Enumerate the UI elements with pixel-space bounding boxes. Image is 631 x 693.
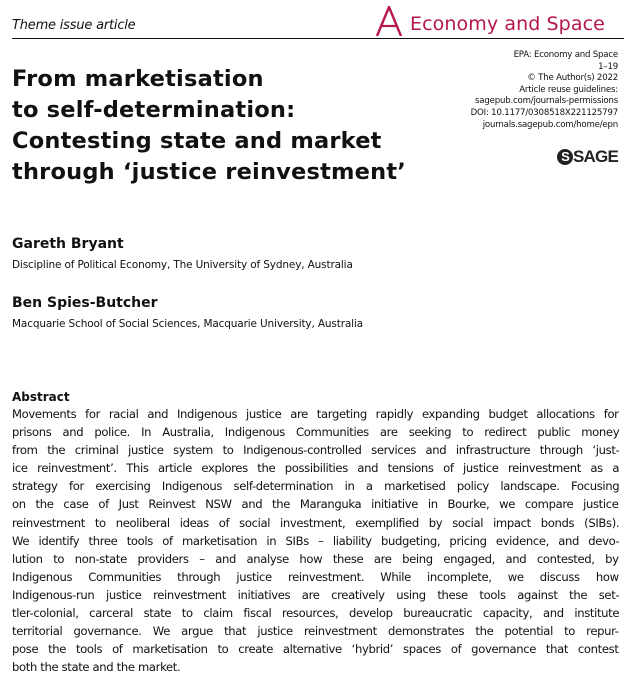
abstract-line: pose the tools of marketisation to create alternative ‘hybrid’ spaces of governance that contest — [12, 642, 619, 657]
title-line: to self-determination: — [12, 97, 296, 123]
article-meta — [471, 50, 618, 131]
author-name: Gareth Bryant — [12, 236, 124, 252]
author-affiliation: Macquarie School of Social Sciences, Macquarie University, Australia — [12, 318, 363, 330]
abstract-heading: Abstract — [12, 390, 70, 404]
abstract-line: territorial governance. We argue that justice reinvestment demonstrates the potential to repur- — [12, 624, 619, 639]
abstract-line: prisons and police. In Australia, Indigenous Communities are seeking to redirect public money — [12, 425, 620, 440]
meta-journal: EPA: Economy and Space — [513, 50, 618, 60]
publisher-logo — [557, 147, 618, 167]
abstract-line: both the state and the market. — [12, 660, 181, 675]
meta-journal-url[interactable]: journals.sagepub.com/home/epn — [482, 119, 618, 130]
journal-logo — [376, 2, 605, 36]
abstract-body — [12, 405, 619, 676]
author-affiliation: Discipline of Political Economy, The University of Sydney, Australia — [12, 259, 353, 271]
publisher-logo-text: SAGE — [573, 147, 618, 166]
abstract-line: Movements for racial and Indigenous justice are targeting rapidly expanding budget allocations for — [12, 407, 619, 421]
author-name: Ben Spies-Butcher — [12, 295, 158, 311]
article-type-label: Theme issue article — [12, 18, 136, 33]
abstract-line: tler-colonial, carceral state to claim fiscal resources, develop bureaucratic capacity, and institute — [12, 606, 620, 621]
abstract-line: strategy for exercising Indigenous self-determination in a marketised policy landscape. Focusing — [12, 479, 620, 494]
title-line: Contesting state and market — [12, 128, 382, 154]
meta-reuse-label: Article reuse guidelines: — [519, 84, 618, 95]
meta-doi[interactable]: DOI: 10.1177/0308518X221125797 — [470, 107, 618, 118]
title-line: through ‘justice reinvestment’ — [12, 159, 407, 185]
journal-name: Economy and Space — [410, 13, 605, 35]
meta-copyright: © The Author(s) 2022 — [527, 73, 618, 84]
meta-pages: 1–19 — [598, 61, 618, 72]
abstract-line: Indigenous-run justice reinvestment initiatives are creatively using these tools against the set- — [12, 587, 620, 602]
sage-logo-icon: S — [557, 149, 573, 165]
abstract-line: reinvestment to neoliberal ideas of social investment, exemplified by social impact bonds (SIBs). — [12, 515, 620, 530]
header-rule — [12, 38, 624, 39]
abstract-line: Indigenous Communities through justice reinvestment. While incomplete, we discuss how — [12, 569, 619, 584]
abstract-line: lution to non-state providers – and analyse how these are being engaged, and contested, by — [12, 551, 619, 566]
abstract-line: on the case of Just Reinvest NSW and the Maranguka initiative in Bourke, we compare justice — [12, 497, 619, 512]
abstract-line: We identify three tools of marketisation in SIBs – liability budgeting, pricing evidence, and devo- — [12, 533, 620, 548]
article-title — [12, 64, 432, 188]
meta-reuse-link[interactable]: sagepub.com/journals-permissions — [475, 96, 618, 107]
abstract-line: from the criminal justice system to Indigenous-controlled services and infrastructure through ‘just- — [12, 443, 620, 458]
journal-logo-a-icon — [376, 6, 402, 36]
title-line: From marketisation — [12, 66, 264, 92]
abstract-line: ice reinvestment’. This article explores the possibilities and tensions of justice reinvestment as a — [12, 461, 620, 476]
